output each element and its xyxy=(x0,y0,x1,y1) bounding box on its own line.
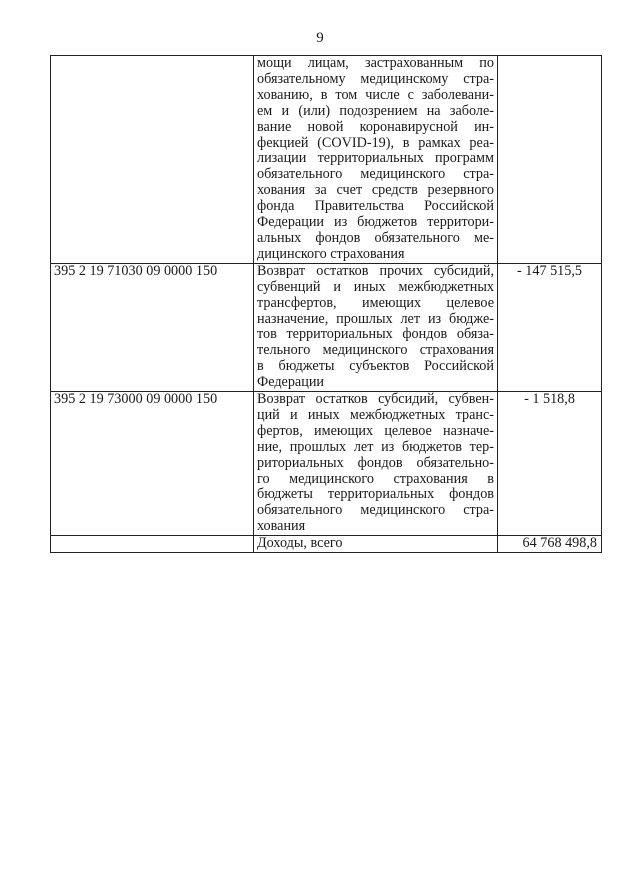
description-line: обязательного медицинского стра- xyxy=(257,502,494,519)
table-row-total xyxy=(51,536,602,553)
description-line: фонда Правительства Российской xyxy=(257,198,494,215)
amount-cell: - 1 518,8 xyxy=(498,392,602,536)
budget-code-cell: 395 2 19 73000 09 0000 150 xyxy=(51,392,254,536)
description-line: Возврат остатков субсидий, субвен- xyxy=(257,391,494,408)
description-line: фертов, имеющих целевое назначе- xyxy=(257,422,494,439)
amount-cell: - 147 515,5 xyxy=(498,263,602,391)
description-line: бюджеты территориальных фондов xyxy=(257,486,494,503)
amount-cell xyxy=(498,56,602,264)
description-line: тов территориальных фондов обяза- xyxy=(257,326,494,343)
description-line: ем и (или) подозрением на заболе- xyxy=(257,102,494,119)
budget-code-cell xyxy=(51,56,254,264)
description-line: лизации территориальных программ xyxy=(257,150,494,167)
description-line: альных фондов обязательного ме- xyxy=(257,229,494,246)
description-line: ций и иных межбюджетных транс- xyxy=(257,406,494,423)
description-line: мощи лицам, застрахованным по xyxy=(257,55,494,71)
description-line: хования xyxy=(257,518,306,535)
table-row xyxy=(51,392,602,536)
table-body xyxy=(51,56,602,553)
description-line: назначение, прошлых лет из бюдже- xyxy=(257,310,494,327)
description-line: риториальных фондов обязательно- xyxy=(257,454,494,471)
total-label-cell: Доходы, всего xyxy=(254,536,498,553)
description-line: вание новой коронавирусной ин- xyxy=(257,118,494,135)
description-line: фекцией (COVID-19), в рамках реа- xyxy=(257,134,494,151)
description-cell xyxy=(254,56,498,264)
description-line: хованию, в том числе с заболевани- xyxy=(257,86,494,103)
description-line: тельного медицинского страхования xyxy=(257,342,494,359)
table-row xyxy=(51,56,602,264)
description-line: хования за счет средств резервного xyxy=(257,182,494,199)
description-line: в бюджеты субъектов Российской xyxy=(257,358,494,375)
description-line: дицинского страхования xyxy=(257,245,405,262)
description-line: субвенций и иных межбюджетных xyxy=(257,278,494,295)
description-line: обязательному медицинскому стра- xyxy=(257,70,494,87)
description-line: обязательного медицинского стра- xyxy=(257,166,494,183)
page-number: 9 xyxy=(316,30,324,46)
total-amount-cell: 64 768 498,8 xyxy=(498,536,602,553)
description-line: трансфертов, имеющих целевое xyxy=(257,294,494,311)
description-cell xyxy=(254,392,498,536)
description-line: Федерации из бюджетов территори- xyxy=(257,214,494,231)
budget-revenue-table xyxy=(50,55,602,553)
description-line: Федерации xyxy=(257,374,325,391)
description-cell xyxy=(254,263,498,391)
description-line: Возврат остатков прочих субсидий, xyxy=(257,262,494,279)
description-line: го медицинского страхования в xyxy=(257,470,494,487)
table-row xyxy=(51,263,602,391)
budget-code-cell: 395 2 19 71030 09 0000 150 xyxy=(51,263,254,391)
description-line: ние, прошлых лет из бюджетов тер- xyxy=(257,438,494,455)
total-code-cell xyxy=(51,536,254,553)
